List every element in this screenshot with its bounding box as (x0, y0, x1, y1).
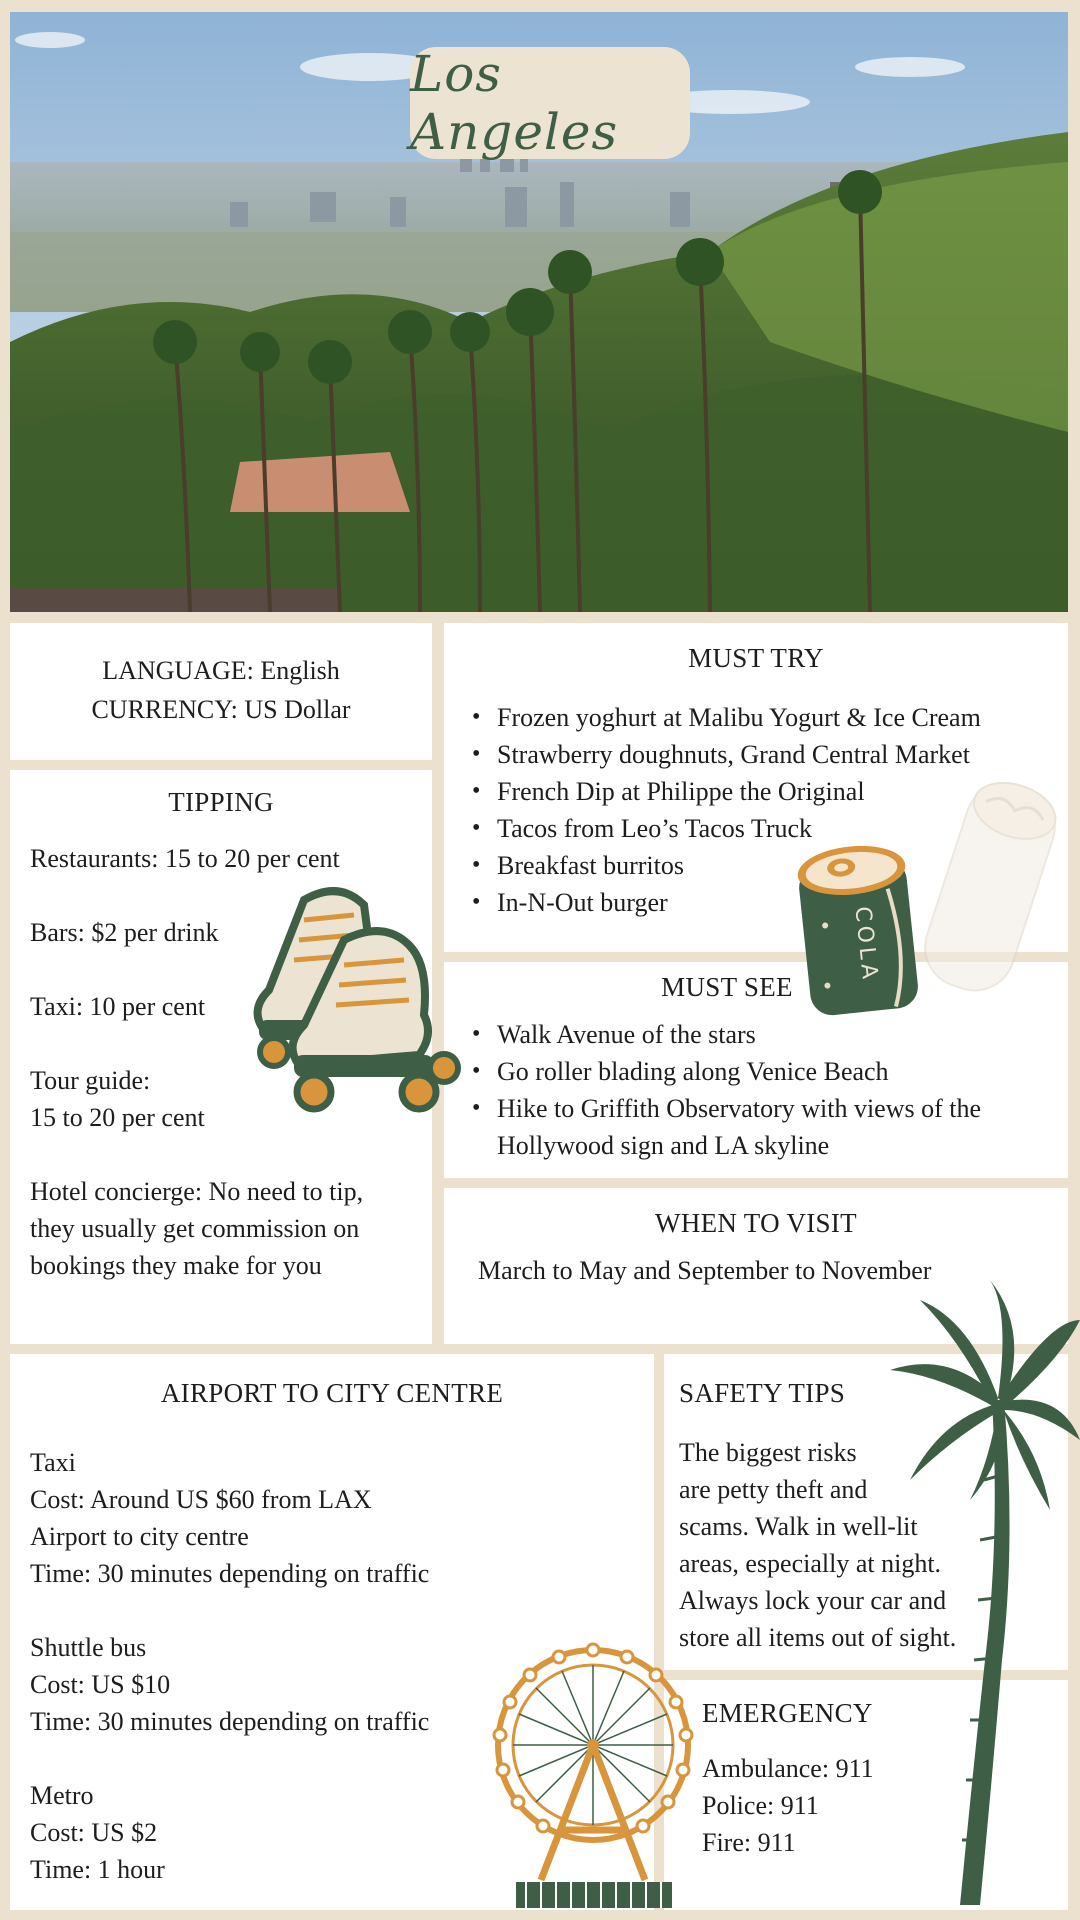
must-see-heading: MUST SEE (661, 972, 793, 1002)
must-try-heading: MUST TRY (688, 643, 824, 673)
when-to-visit-text: March to May and September to November (478, 1256, 932, 1285)
city-title: Los Angeles (410, 45, 619, 161)
airport-metro-title: Metro (30, 1781, 94, 1810)
list-item: • Tacos from Leo’s Tacos Truck (497, 810, 1080, 847)
airport-taxi-title: Taxi (30, 1448, 76, 1477)
cola-can-icon (796, 842, 922, 1022)
safety-line: areas, especially at night. (679, 1549, 942, 1578)
must-see-list (444, 1016, 1077, 1164)
safety-line: The biggest risks (679, 1438, 857, 1467)
tipping-tour-guide: Tour guide: (30, 1066, 151, 1095)
list-item: • Frozen yoghurt at Malibu Yogurt & Ice Cream (497, 699, 1080, 736)
safety-line: scams. Walk in well-lit (679, 1512, 918, 1541)
airport-heading: AIRPORT TO CITY CENTRE (160, 1378, 504, 1408)
ferris-wheel-icon (486, 1640, 700, 1910)
airport-metro-cost: Cost: US $2 (30, 1818, 158, 1847)
airport-taxi-route: Airport to city centre (30, 1522, 249, 1551)
tipping-tour-guide-rate: 15 to 20 per cent (30, 1103, 205, 1132)
list-item: • Go roller blading along Venice Beach (497, 1053, 1077, 1090)
safety-line: store all items out of sight. (679, 1623, 957, 1652)
emergency-ambulance: Ambulance: 911 (702, 1754, 874, 1783)
safety-heading: SAFETY TIPS (679, 1378, 846, 1408)
cola-label: COLA (849, 905, 883, 984)
list-item: • Walk Avenue of the stars (497, 1016, 1077, 1053)
emergency-police: Police: 911 (702, 1791, 819, 1820)
list-item: • Strawberry doughnuts, Grand Central Market (497, 736, 1080, 773)
airport-metro-time: Time: 1 hour (30, 1855, 165, 1884)
tipping-hotel-line: bookings they make for you (30, 1251, 322, 1280)
tipping-bars: Bars: $2 per drink (30, 918, 219, 947)
airport-taxi-time: Time: 30 minutes depending on traffic (30, 1559, 430, 1588)
list-item: • French Dip at Philippe the Original (497, 773, 1080, 810)
when-to-visit-heading: WHEN TO VISIT (655, 1208, 857, 1238)
list-item: • Breakfast burritos (497, 847, 1080, 884)
tipping-hotel-line: they usually get commission on (30, 1214, 360, 1243)
airport-shuttle-cost: Cost: US $10 (30, 1670, 171, 1699)
airport-shuttle-title: Shuttle bus (30, 1633, 147, 1662)
basics-panel (10, 623, 432, 760)
city-title-badge (410, 47, 690, 159)
airport-shuttle-time: Time: 30 minutes depending on traffic (30, 1707, 430, 1736)
tipping-hotel-line: Hotel concierge: No need to tip, (30, 1177, 364, 1206)
emergency-heading: EMERGENCY (702, 1698, 873, 1728)
list-item: • In-N-Out burger (497, 884, 1080, 921)
burrito-icon (915, 772, 1065, 1002)
safety-line: are petty theft and (679, 1475, 868, 1504)
roller-skates-icon (244, 880, 469, 1130)
hero-photo (10, 12, 1068, 612)
currency-text: CURRENCY: US Dollar (91, 695, 351, 724)
airport-taxi-cost: Cost: Around US $60 from LAX (30, 1485, 372, 1514)
tipping-heading: TIPPING (168, 787, 274, 817)
emergency-fire: Fire: 911 (702, 1828, 796, 1857)
list-item: • Hike to Griffith Observatory with views of the Hollywood sign and LA skyline (497, 1090, 1077, 1164)
language-text: LANGUAGE: English (102, 656, 340, 685)
tipping-taxi: Taxi: 10 per cent (30, 992, 206, 1021)
palm-tree-icon (880, 1280, 1080, 1910)
safety-line: Always lock your car and (679, 1586, 947, 1615)
tipping-restaurants: Restaurants: 15 to 20 per cent (30, 844, 340, 873)
